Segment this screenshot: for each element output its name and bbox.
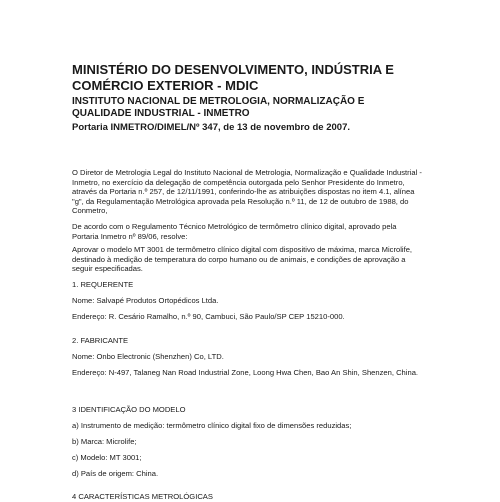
section-4-title: 4 CARACTERÍSTICAS METROLÓGICAS (72, 492, 213, 501)
section-3-title: 3 IDENTIFICAÇÃO DO MODELO (72, 405, 186, 414)
section-3-item-b: b) Marca: Microlife; (72, 437, 137, 446)
ministry-heading: MINISTÉRIO DO DESENVOLVIMENTO, INDÚSTRIA E COMÉRCIO EXTERIOR - MDIC (72, 62, 394, 93)
section-2-address: Endereço: N-497, Talaneg Nan Road Industrial Zone, Loong Hwa Chen, Bao An Shin, Shenzen, China. (72, 368, 419, 377)
institute-heading: INSTITUTO NACIONAL DE METROLOGIA, NORMALIZAÇÃO E QUALIDADE INDUSTRIAL - INMETRO (72, 96, 365, 119)
approval-paragraph: Aprovar o modelo MT 3001 de termômetro clínico digital com dispositivo de máxima, marca Microlife, destinado à medição de temperatura do corpo humano ou de animais, e condições de aprovação a seguir especificadas. (72, 245, 413, 274)
section-1-address: Endereço: R. Cesário Ramalho, n.º 90, Cambuci, São Paulo/SP CEP 15210-000. (72, 312, 345, 321)
section-2-title: 2. FABRICANTE (72, 336, 129, 345)
portaria-title: Portaria INMETRO/DIMEL/Nº 347, de 13 de novembro de 2007. (72, 122, 350, 133)
section-1-name: Nome: Salvapé Produtos Ortopédicos Ltda. (72, 296, 219, 305)
section-2-name: Nome: Onbo Electronic (Shenzhen) Co, LTD. (72, 352, 224, 361)
agreement-paragraph: De acordo com o Regulamento Técnico Metrológico de termômetro clínico digital, aprovado pela Portaria Inmetro nº 89/06, resolve: (72, 222, 397, 241)
section-3-item-a: a) Instrumento de medição: termômetro clínico digital fixo de dimensões reduzidas; (72, 421, 352, 430)
section-3-item-c: c) Modelo: MT 3001; (72, 453, 142, 462)
intro-paragraph: O Diretor de Metrologia Legal do Instituto Nacional de Metrologia, Normalização e Qualidade Industrial - Inmetro, no exercício da delegação de competência outorgada pelo Senhor Presidente do Inmetro, através da Portaria n.º 257, de 12/11/1991, conferindo-lhe as atribuições dispostas no item 4.1, alínea "g", da Regulamentação Metrológica aprovada pela Resolução n.º 11, de 12 de outubro de 1988, do Conmetro, (72, 168, 422, 216)
section-3-item-d: d) País de origem: China. (72, 469, 159, 478)
section-1-title: 1. REQUERENTE (72, 280, 134, 289)
